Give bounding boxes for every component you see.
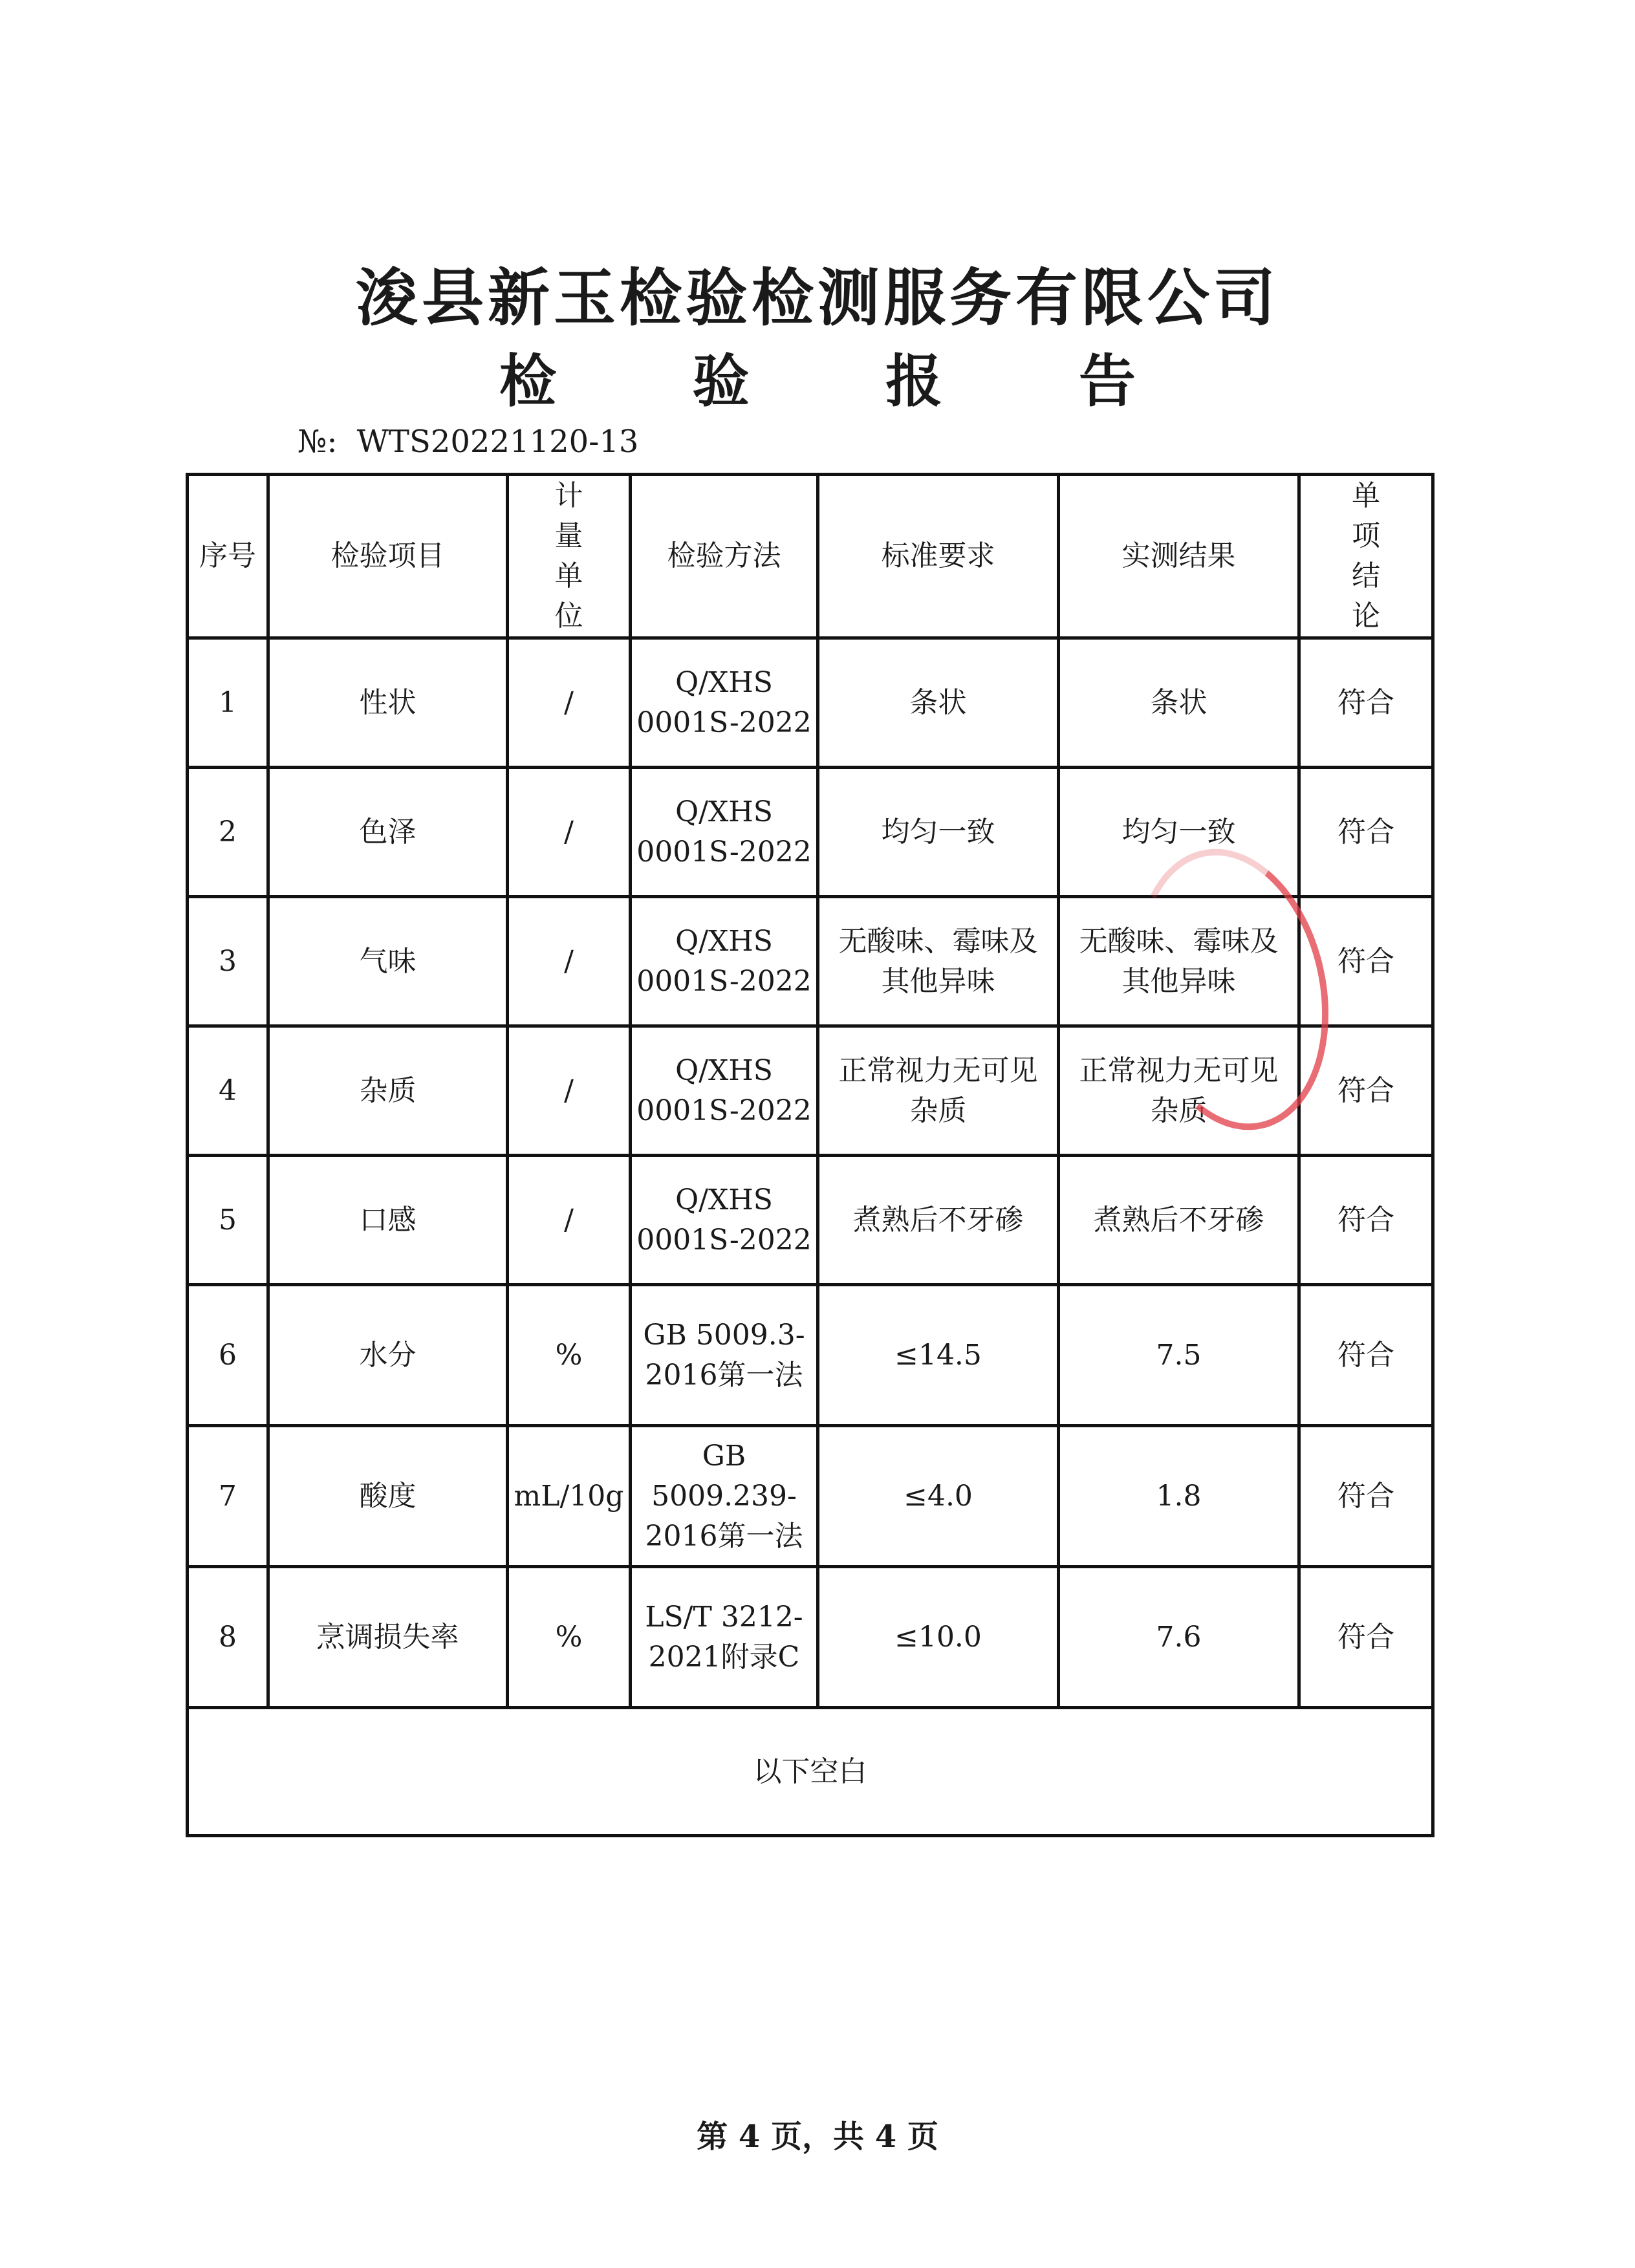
table-row bbox=[188, 1026, 1433, 1156]
cell-standard bbox=[818, 1426, 1059, 1567]
col-header-conclusion-line2: 结 论 bbox=[1352, 559, 1403, 632]
cell-no: 5 bbox=[188, 1156, 268, 1285]
cell-standard-line: 无酸味、霉味及 bbox=[838, 924, 1038, 958]
cell-conclusion: 符合 bbox=[1299, 1026, 1433, 1156]
cell-item: 口感 bbox=[268, 1156, 508, 1285]
cell-unit: / bbox=[508, 638, 631, 768]
cell-no: 1 bbox=[188, 638, 268, 768]
cell-unit: / bbox=[508, 768, 631, 897]
cell-conclusion: 符合 bbox=[1299, 638, 1433, 768]
cell-method-line: 0001S-2022 bbox=[636, 706, 812, 739]
cell-no: 2 bbox=[188, 768, 268, 897]
cell-result bbox=[1059, 1567, 1299, 1708]
cell-item: 水分 bbox=[268, 1285, 508, 1426]
cell-result-line: 1.8 bbox=[1156, 1479, 1202, 1513]
cell-standard-line: 均匀一致 bbox=[881, 815, 995, 848]
cell-method-line: Q/XHS bbox=[675, 924, 773, 958]
cell-method bbox=[631, 768, 818, 897]
cell-result-line: 7.5 bbox=[1156, 1338, 1202, 1372]
cell-standard-line: 条状 bbox=[909, 686, 967, 719]
cell-result bbox=[1059, 768, 1299, 897]
cell-no: 7 bbox=[188, 1426, 268, 1567]
cell-method bbox=[631, 1426, 818, 1567]
cell-result bbox=[1059, 1026, 1299, 1156]
cell-result-line: 其他异味 bbox=[1121, 964, 1236, 998]
cell-method-line: 0001S-2022 bbox=[636, 835, 812, 869]
cell-standard bbox=[818, 1026, 1059, 1156]
table-row bbox=[188, 897, 1433, 1026]
cell-standard-line: ≤14.5 bbox=[894, 1338, 982, 1372]
cell-method-line: GB bbox=[702, 1439, 746, 1473]
cell-method bbox=[631, 638, 818, 768]
cell-result-line: 煮熟后不牙碜 bbox=[1093, 1203, 1264, 1237]
cell-no: 3 bbox=[188, 897, 268, 1026]
cell-method bbox=[631, 1026, 818, 1156]
cell-method-line: 2016第一法 bbox=[645, 1358, 803, 1392]
col-header-method: 检验方法 bbox=[631, 475, 818, 638]
cell-no: 4 bbox=[188, 1026, 268, 1156]
cell-item: 杂质 bbox=[268, 1026, 508, 1156]
cell-unit: / bbox=[508, 1156, 631, 1285]
cell-unit: / bbox=[508, 897, 631, 1026]
col-header-conclusion-line1: 单 项 bbox=[1352, 479, 1403, 552]
cell-result bbox=[1059, 897, 1299, 1026]
table-row bbox=[188, 1567, 1433, 1708]
report-number bbox=[298, 424, 658, 460]
cell-standard bbox=[818, 897, 1059, 1026]
cell-unit: / bbox=[508, 1026, 631, 1156]
col-header-standard: 标准要求 bbox=[818, 475, 1059, 638]
cell-method-line: LS/T 3212- bbox=[645, 1600, 803, 1634]
cell-method bbox=[631, 897, 818, 1026]
table-row bbox=[188, 1426, 1433, 1567]
cell-method-line: 0001S-2022 bbox=[636, 1094, 812, 1127]
col-header-conclusion bbox=[1299, 475, 1433, 638]
col-header-item: 检验项目 bbox=[268, 475, 508, 638]
cell-standard-line: 杂质 bbox=[909, 1094, 967, 1127]
cell-standard-line: ≤10.0 bbox=[894, 1620, 982, 1654]
cell-method-line: Q/XHS bbox=[675, 665, 773, 699]
cell-method-line: Q/XHS bbox=[675, 1053, 773, 1087]
cell-result-line: 均匀一致 bbox=[1121, 815, 1236, 848]
cell-unit: % bbox=[508, 1567, 631, 1708]
cell-item: 色泽 bbox=[268, 768, 508, 897]
cell-no: 8 bbox=[188, 1567, 268, 1708]
cell-method bbox=[631, 1156, 818, 1285]
report-number-label: №: bbox=[298, 424, 338, 460]
cell-conclusion: 符合 bbox=[1299, 897, 1433, 1026]
cell-no: 6 bbox=[188, 1285, 268, 1426]
table-header-row bbox=[188, 475, 1433, 638]
cell-result-line: 正常视力无可见 bbox=[1079, 1053, 1279, 1087]
cell-conclusion: 符合 bbox=[1299, 1567, 1433, 1708]
cell-standard bbox=[818, 768, 1059, 897]
cell-conclusion: 符合 bbox=[1299, 1285, 1433, 1426]
report-number-value: WTS20221120-13 bbox=[356, 424, 639, 460]
cell-method-line: 0001S-2022 bbox=[636, 964, 812, 998]
cell-conclusion: 符合 bbox=[1299, 768, 1433, 897]
inspection-table bbox=[186, 473, 1435, 1837]
company-name: 浚县新玉检验检测服务有限公司 bbox=[356, 261, 1279, 334]
cell-unit: mL/10g bbox=[508, 1426, 631, 1567]
cell-standard bbox=[818, 1285, 1059, 1426]
table-row bbox=[188, 1285, 1433, 1426]
blank-note-row bbox=[188, 1708, 1433, 1836]
cell-result bbox=[1059, 1285, 1299, 1426]
cell-method-line: 2016第一法 bbox=[645, 1519, 803, 1553]
col-header-unit-line2: 单 位 bbox=[554, 559, 607, 632]
cell-standard bbox=[818, 1156, 1059, 1285]
cell-item: 性状 bbox=[268, 638, 508, 768]
cell-standard bbox=[818, 1567, 1059, 1708]
cell-standard-line: 正常视力无可见 bbox=[838, 1053, 1038, 1087]
blank-note: 以下空白 bbox=[188, 1708, 1433, 1836]
cell-conclusion: 符合 bbox=[1299, 1156, 1433, 1285]
col-header-unit-line1: 计 量 bbox=[554, 479, 607, 552]
cell-result-line: 7.6 bbox=[1156, 1620, 1202, 1654]
cell-method-line: Q/XHS bbox=[675, 795, 773, 828]
cell-result-line: 无酸味、霉味及 bbox=[1079, 924, 1279, 958]
table-row bbox=[188, 768, 1433, 897]
cell-method-line: Q/XHS bbox=[675, 1183, 773, 1216]
cell-result bbox=[1059, 1156, 1299, 1285]
table-row bbox=[188, 1156, 1433, 1285]
cell-item: 气味 bbox=[268, 897, 508, 1026]
cell-method-line: 0001S-2022 bbox=[636, 1223, 812, 1257]
cell-method bbox=[631, 1285, 818, 1426]
col-header-unit bbox=[508, 475, 631, 638]
cell-standard-line: 其他异味 bbox=[881, 964, 995, 998]
cell-method-line: 2021附录C bbox=[648, 1640, 800, 1674]
cell-item: 烹调损失率 bbox=[268, 1567, 508, 1708]
cell-item: 酸度 bbox=[268, 1426, 508, 1567]
cell-result-line: 杂质 bbox=[1150, 1094, 1207, 1127]
cell-conclusion: 符合 bbox=[1299, 1426, 1433, 1567]
col-header-no: 序号 bbox=[188, 475, 268, 638]
cell-result-line: 条状 bbox=[1150, 686, 1207, 719]
cell-result bbox=[1059, 1426, 1299, 1567]
cell-standard bbox=[818, 638, 1059, 768]
col-header-result: 实测结果 bbox=[1059, 475, 1299, 638]
cell-unit: % bbox=[508, 1285, 631, 1426]
page-footer: 第 4 页，共 4 页 bbox=[697, 2119, 938, 2155]
report-title: 检 验 报 告 bbox=[499, 347, 1194, 415]
cell-method-line: GB 5009.3- bbox=[643, 1318, 805, 1352]
cell-method-line: 5009.239- bbox=[651, 1479, 797, 1513]
cell-standard-line: 煮熟后不牙碜 bbox=[852, 1203, 1024, 1237]
cell-standard-line: ≤4.0 bbox=[904, 1479, 973, 1513]
cell-result bbox=[1059, 638, 1299, 768]
table-row bbox=[188, 638, 1433, 768]
cell-method bbox=[631, 1567, 818, 1708]
